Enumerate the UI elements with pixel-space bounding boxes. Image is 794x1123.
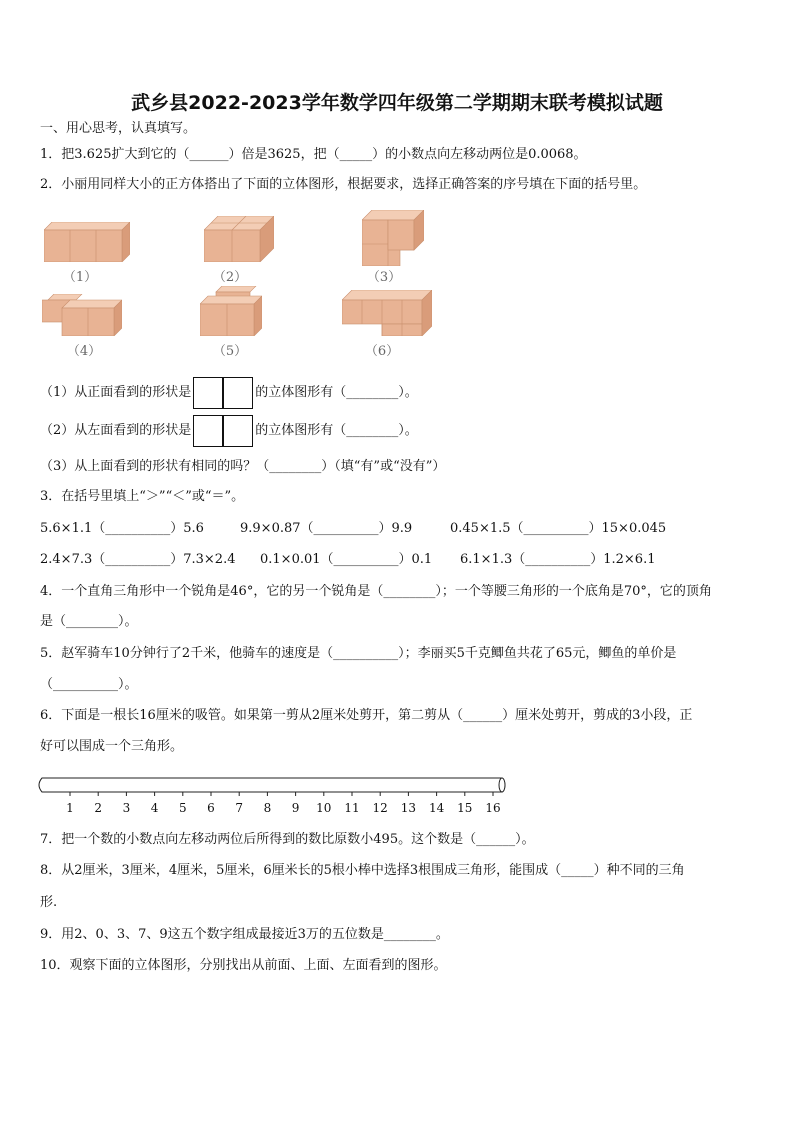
cube-figure-3 — [362, 210, 424, 266]
cube-figure-2 — [204, 216, 274, 262]
ruler-tick-label: 15 — [457, 801, 473, 815]
figure-label-1: （1） — [62, 270, 98, 285]
compare-6: 6.1×1.3（__________）1.2×6.1 — [460, 552, 656, 567]
question-2-2-post: 的立体图形有（________）。 — [255, 423, 418, 438]
question-2-2-pre: （2）从左面看到的形状是 — [40, 423, 192, 438]
figure-1 — [44, 222, 130, 262]
question-4-line-2: 是（________）。 — [40, 614, 138, 629]
ruler-tick-label: 5 — [178, 801, 187, 815]
question-10: 10．观察下面的立体图形，分别找出从前面、上面、左面看到的图形。 — [40, 958, 447, 973]
question-5-line-2: （__________）。 — [40, 677, 138, 692]
ruler-tick-label: 14 — [428, 801, 445, 815]
question-2-1 — [40, 376, 760, 410]
section-heading: 一、用心思考，认真填写。 — [40, 121, 197, 136]
ruler-tick-label: 1 — [66, 801, 74, 815]
ruler-tick-label: 7 — [235, 801, 244, 815]
question-8-line-1: 8．从2厘米，3厘米，4厘米，5厘米，6厘米长的5根小棒中选择3根围成三角形，能围成（_____）种不同的三角 — [40, 863, 685, 878]
ruler-tick-label: 9 — [291, 801, 300, 815]
question-2: 2．小丽用同样大小的正方体搭出了下面的立体图形，根据要求，选择正确答案的序号填在下面的括号里。 — [40, 177, 647, 192]
ruler-tick-label: 12 — [372, 801, 388, 815]
straw-ruler-drawing — [36, 776, 512, 818]
compare-2: 9.9×0.87（__________）9.9 — [240, 521, 413, 536]
question-3-row-1 — [40, 520, 760, 538]
question-5-line-1: 5．赵军骑车10分钟行了2千米，他骑车的速度是（__________）；李丽买5千克鲫鱼共花了65元，鲫鱼的单价是 — [40, 646, 677, 661]
figure-2 — [204, 216, 274, 262]
figure-5 — [200, 286, 262, 336]
question-1: 1．把3.625扩大到它的（______）倍是3625，把（_____）的小数点向左移动两位是0.0068。 — [40, 147, 587, 162]
ruler-tick-label: 8 — [263, 801, 272, 815]
ruler-tick-label: 13 — [400, 801, 417, 815]
figure-label-4: （4） — [66, 344, 102, 359]
ruler-tick-label: 6 — [207, 801, 215, 815]
compare-4: 2.4×7.3（__________）7.3×2.4 — [40, 552, 236, 567]
cube-figure-6 — [342, 290, 432, 336]
compare-1: 5.6×1.1（__________）5.6 — [40, 521, 204, 536]
question-2-1-pre: （1）从正面看到的形状是 — [40, 385, 192, 400]
question-2-1-post: 的立体图形有（________）。 — [255, 385, 418, 400]
two-square-left-view — [193, 415, 253, 447]
ruler-tick-label: 11 — [344, 801, 360, 815]
question-6-line-2: 好可以围成一个三角形。 — [40, 739, 184, 754]
question-2-3: （3）从上面看到的形状有相同的吗？（________）（填“有”或“没有”） — [40, 459, 446, 474]
figure-4 — [42, 294, 122, 336]
figure-3 — [362, 210, 424, 266]
figure-label-2: （2） — [212, 270, 248, 285]
ruler-tick-label: 3 — [122, 801, 131, 815]
question-6-line-1: 6．下面是一根长16厘米的吸管。如果第一剪从2厘米处剪开，第二剪从（______）厘米处剪开，剪成的3小段，正 — [40, 708, 693, 723]
question-4-line-1: 4．一个直角三角形中一个锐角是46°，它的另一个锐角是（________）；一个等腰三角形的一个底角是70°，它的顶角 — [40, 584, 712, 599]
figure-label-6: （6） — [364, 344, 400, 359]
question-3-row-2 — [40, 551, 760, 569]
question-8-line-2: 形. — [40, 895, 58, 910]
question-3: 3．在括号里填上“＞”“＜”或“＝”。 — [40, 489, 245, 504]
ruler-tick-label: 16 — [485, 801, 501, 815]
two-square-front-view — [193, 377, 253, 409]
figure-label-5: （5） — [212, 344, 248, 359]
question-9: 9．用2、0、3、7、9这五个数字组成最接近3万的五位数是________。 — [40, 927, 449, 942]
question-2-2 — [40, 414, 760, 448]
cube-figure-1 — [44, 222, 130, 262]
ruler-tick-label: 2 — [94, 801, 103, 815]
cube-figure-4 — [42, 294, 122, 336]
page-title: 武乡县2022-2023学年数学四年级第二学期期末联考模拟试题 — [131, 92, 663, 114]
ruler-tick-label: 4 — [150, 801, 159, 815]
figure-6 — [342, 290, 432, 336]
figure-label-3: （3） — [366, 270, 402, 285]
question-7: 7．把一个数的小数点向左移动两位后所得到的数比原数小495。这个数是（______）。 — [40, 832, 535, 847]
compare-5: 0.1×0.01（__________）0.1 — [260, 552, 433, 567]
cube-figure-5 — [200, 286, 262, 336]
straw-ruler — [36, 776, 512, 822]
compare-3: 0.45×1.5（__________）15×0.045 — [450, 521, 667, 536]
ruler-tick-label: 10 — [316, 801, 332, 815]
